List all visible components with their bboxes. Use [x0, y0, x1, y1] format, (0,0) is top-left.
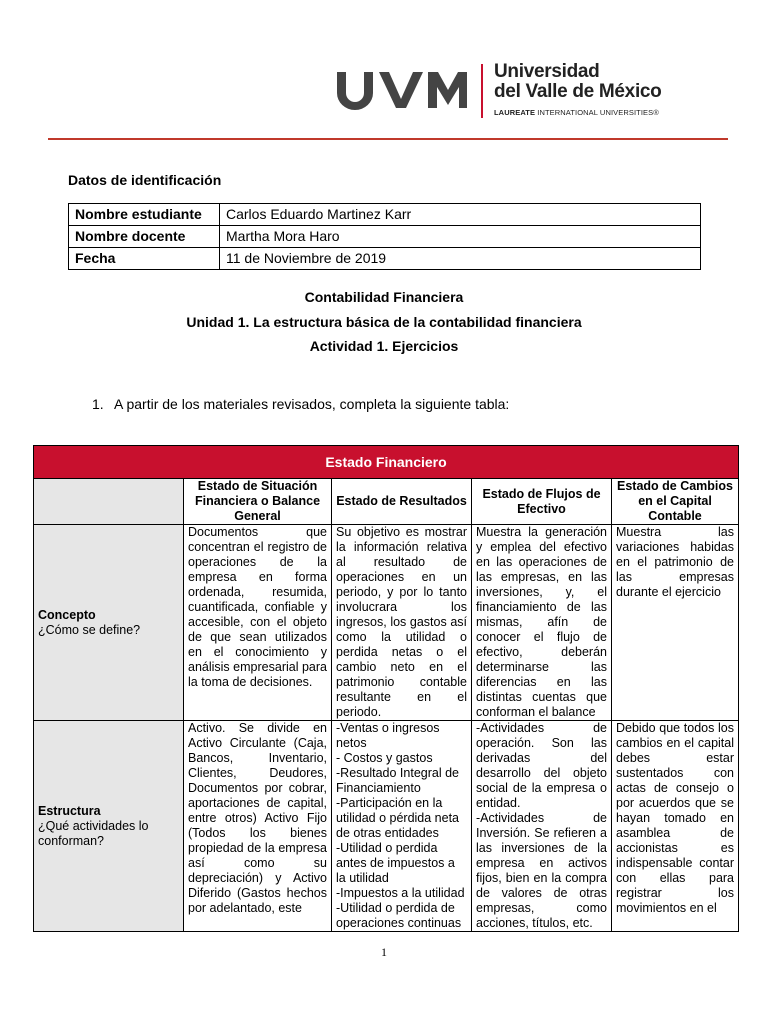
cell-text: -Actividades de operación. Son las derivadas del desarrollo del objeto social de la empresa o entidad. -Actividades de Inversión. Se refieren a las inversiones de la empresa en activos fijos, bien en la compra de valores de otras empresas, como acciones, títulos, etc. — [476, 721, 607, 930]
instruction-item — [92, 396, 509, 412]
table-cell — [332, 721, 472, 932]
row-label-concepto — [34, 525, 184, 721]
id-row-student — [69, 204, 701, 226]
table-cell: Muestra las variaciones habidas en el patrimonio de las empresas durante el ejercicio — [612, 525, 739, 721]
column-header-capital: Estado de Cambios en el Capital Contable — [612, 479, 739, 525]
table-cell: Su objetivo es mostrar la información relativa al resultado de operaciones en un periodo, y por lo tanto involucrara los ingresos, los gastos así como la utilidad o perdida netas o el cambio neto en el patrimonio contable resultante en el periodo. — [332, 525, 472, 721]
table-cell — [184, 721, 332, 932]
identification-title: Datos de identificación — [68, 172, 222, 188]
table-row-concepto — [34, 525, 739, 721]
row-label-estructura — [34, 721, 184, 932]
row-label-title: Concepto — [38, 607, 96, 622]
id-value: Carlos Eduardo Martinez Karr — [220, 204, 701, 226]
id-row-teacher — [69, 226, 701, 248]
table-cell: Documentos que concentran el registro de operaciones de la empresa en forma ordenada, resumida, cuantificada, confiable y accesible, con el objeto de que sean utilizados en el conocimiento y análisis empresarial para la toma de decisiones. — [184, 525, 332, 721]
row-label-question: ¿Qué actividades lo conforman? — [38, 818, 149, 848]
instruction-text: A partir de los materiales revisados, completa la siguiente tabla: — [114, 396, 510, 412]
uvm-wordmark — [335, 70, 467, 110]
logo-laureate-line — [494, 108, 662, 117]
id-label: Nombre docente — [69, 226, 220, 248]
logo-text — [494, 62, 662, 117]
financial-statement-table — [33, 445, 739, 932]
table-cell: Muestra la generación y emplea del efectivo en las operaciones de las empresas, en las inversiones, y, el financiamiento de las mismas, afín de conocer el flujo de efectivo, deberán determinarse las diferencias en las distintas cuentas que conforman el balance — [472, 525, 612, 721]
identification-table — [68, 203, 701, 270]
logo-university-line: Universidad — [494, 61, 600, 82]
column-header-flujos: Estado de Flujos de Efectivo — [472, 479, 612, 525]
id-value: 11 de Noviembre de 2019 — [220, 248, 701, 270]
id-value: Martha Mora Haro — [220, 226, 701, 248]
header-corner — [34, 479, 184, 525]
page-number: 1 — [381, 945, 387, 959]
activity-heading: Actividad 1. Ejercicios — [309, 338, 459, 354]
row-label-question: ¿Cómo se define? — [38, 622, 141, 637]
laureate-rest: INTERNATIONAL UNIVERSITIES® — [537, 108, 659, 117]
column-header-balance: Estado de Situación Financiera o Balance General — [184, 479, 332, 525]
table-banner: Estado Financiero — [34, 446, 739, 479]
table-banner-row — [34, 446, 739, 479]
id-label: Fecha — [69, 248, 220, 270]
cell-text: Activo. Se divide en Activo Circulante (Caja, Bancos, Inventario, Clientes, Deudores, Documentos por cobrar, aportaciones de capital, entre otros) Activo Fijo (Todos los bienes propiedad de la empresa así como su depreciación) y Activo Diferido (Gastos hechos por adelantado, este — [188, 721, 327, 915]
unit-heading: Unidad 1. La estructura básica de la contabilidad financiera — [186, 314, 582, 330]
table-cell — [472, 721, 612, 932]
instruction-number: 1. — [92, 396, 104, 412]
subject-heading: Contabilidad Financiera — [304, 289, 464, 305]
id-row-date — [69, 248, 701, 270]
column-header-row — [34, 479, 739, 525]
row-label-title: Estructura — [38, 803, 101, 818]
cell-text: Debido que todos los cambios en el capital debes estar sustentados con actas de consejo o por acuerdos que se hayan tomado en asamblea de accionistas es indispensable contar con ellas para registrar los movimientos en el — [616, 721, 735, 915]
logo-separator — [481, 64, 483, 118]
logo-name-line: del Valle de México — [494, 81, 662, 102]
header-rule — [48, 138, 728, 140]
uvm-logo — [335, 60, 665, 122]
id-label: Nombre estudiante — [69, 204, 220, 226]
column-header-resultados: Estado de Resultados — [332, 479, 472, 525]
laureate-bold: LAUREATE — [494, 108, 536, 117]
table-cell — [612, 721, 739, 932]
cell-text: -Ventas o ingresos netos - Costos y gastos -Resultado Integral de Financiamiento -Participación en la utilidad o pérdida neta de otras entidades -Utilidad o perdida antes de impuestos a la utilidad -Impuestos a la utilidad -Utilidad o perdida de operaciones continuas — [336, 721, 465, 930]
table-row-estructura — [34, 721, 739, 932]
